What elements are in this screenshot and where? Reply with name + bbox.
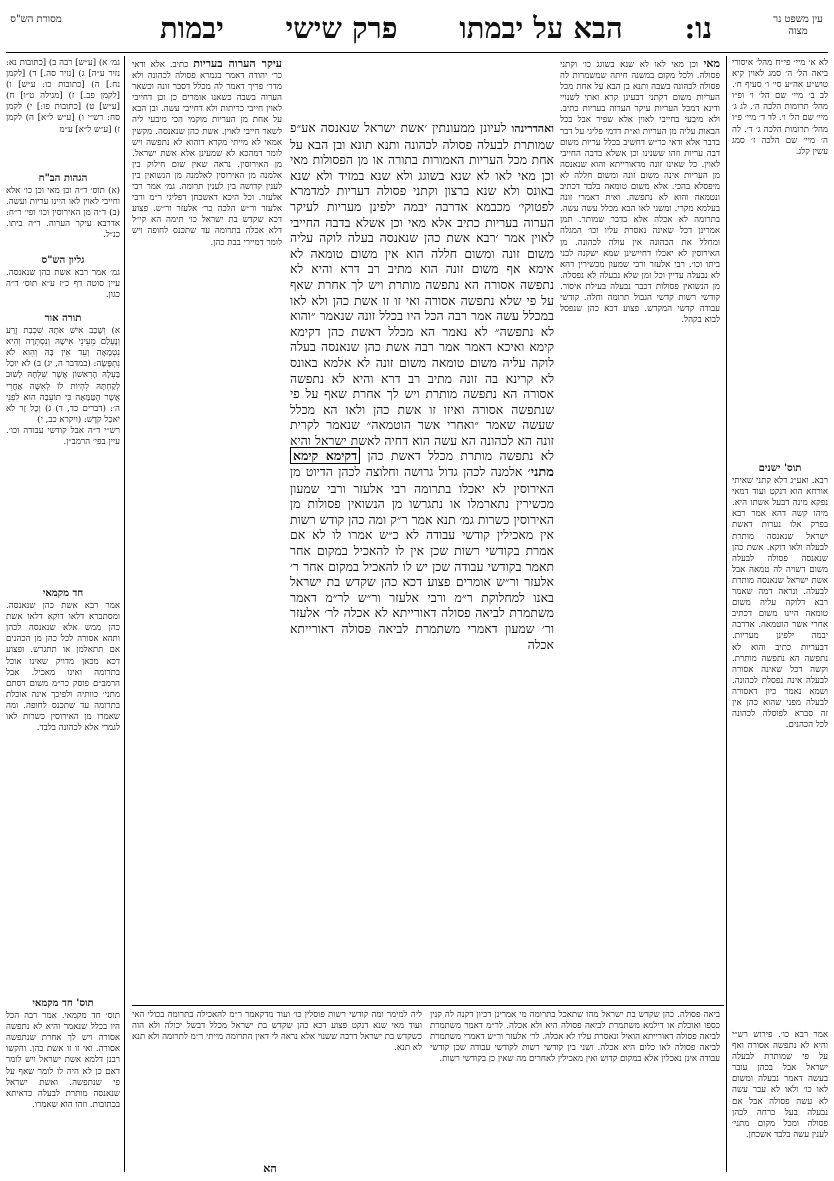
tosafot-lead: עיקר הערוה בעריות [193, 58, 282, 70]
rashi-lead: מאי [703, 58, 720, 70]
ein-mishpat-text: לא א׳ מיי׳ פי״ח מהל׳ איסורי ביאה הל׳ ה׳ סמג לאוין קיא טוש״ע אה״ע סי׳ ו׳ סעיף ח׳. לב ב׳ מיי׳ שם הל׳ ו׳ ופ״ו מהל׳ תרומות הלכה ה׳. לג ג׳ מיי׳ שם הל׳ ו׳. לד ד׳ מיי׳ פ״ו מהל׳ תרומות הלכה ג׳ ד׳. לה ה׳ מיי׳ שם הלכה ז׳ סמג עשין קלג. [732, 58, 828, 157]
boxed-phrase: דקימא קימא [290, 447, 360, 464]
hagahot-column [6, 170, 120, 250]
ein-mishpat-column [732, 58, 828, 453]
hagahot-text: (א) תוס׳ ד״ה וכן מאי וכן כו׳ אלא וחייבי לאוין לאו היינו עריות ועשה. (ב) ד״ה מן האירוסין וכו׳ ופי׳ ר״ח: אדרבא עיקר הערוה. ד״ה ביתו. כנ״ל. [6, 186, 120, 241]
torah-or-column [6, 310, 120, 580]
rashi-body: וכן מאי לאו לא שנא בשוגג כו׳ וקתני פסולה. ולכל מקום במשנה חיתה שמשמרות לה פסולה לכהונה בשבה ותנא בן הבא על אחת מכל העריות משום דקתני דבעינן קרא ואתי לשנויי ודינא דמכל העריות עיקר הערוה בעריות כתיב. ולא מיבעי בחייבי לאוין אלא שפיר אבל בכל הבאות עליה מן העריות וא״ת דדמי פליגי על דבר בדבר אלא ודאי כר״ש דחשיב בכלל עריות משום דבה עריות וזהו ששנינו וכן אשלא בדבה החייבי לאוין. כל שאינו זונה מדאורייתא והוא שנאנסה מן העריות אינה משום זונה ומשום חללה לא מיפסלא בהכי. אלא משום טומאה בלבד דכתיב ונטמאה והוא לא נתפשה. ואית דאמרי זונה בעלמא מקרי. ומשני לאו הבא מכלל עשה עשה. בתרומה לא אכלה אלא בדבר שמותר. תמן אמרינן דכל שאינה נאסרת עליו וכו׳ המגלה ומחלל את הכהונה אין עולה לכהונה. מן האירוסין לא יאכלו דחיישינן שמא ישקנה לבני ביתו וכו׳. רבי אלעזר ורבי שמעון מכשירין דהא לא נבעלה עדיין וכל זמן שלא נבעלה לא נפסלה. מן הנשואין פסולות דכבר נבעלה בעילת איסור. קודשי רשות קדשי הגבול תרומה וחלה. קודשי עבודה קדשי המקדש. פצוע דכא כהן שנפסל לבוא בקהל. [560, 60, 720, 326]
torah-or-text: א) וְשָׁכַב אִישׁ אֹתָהּ שִׁכְבַת זֶרַע וְנֶעְלַם מֵעֵינֵי אִישָׁהּ וְנִסְתְּרָה וְהִיא נִטְמָאָה וְעֵד אֵין בָּהּ וְהִוא לֹא נִתְפָּשָׂה: (במדבר ה, יג) ב) לֹא יוּכַל בַּעְלָהּ הָרִאשׁוֹן אֲשֶׁר שִׁלְּחָהּ לָשׁוּב לְקַחְתָּהּ לִהְיוֹת לוֹ לְאִשָּׁה אַחֲרֵי אֲשֶׁר הֻטַּמָּאָה כִּי תוֹעֵבָה הִוא לִפְנֵי ה׳: (דברים כד, ד) ג) וְכָל זָר לֹא יֹאכַל קֹדֶשׁ: (ויקרא כב, י) [6, 326, 120, 425]
chad-makamai-text: אמר רבא אשת כהן שנאנסה. ומסתברא דלאו דוקא דלאו אשת כהן ממש אלא שנאנסה לכהן ותהא אסורה לכל כהן מן הכהנים אם תתאלמן או תתגרש. ופצוע דכא מכאן מדויק שאינו אוכל בתרומה ואינו מאכיל. אבל הרמב״ם פוסק כר״מ משום דסתם מתני׳ כוותיה ולפיכך אינה אוכלת בתרומה עד שתכנס לחופה. ומה שאמרו מן האירוסין כשרות לאו לגמרי אלא לכהונה בלבד. [6, 601, 120, 734]
gemara-column [290, 120, 554, 1000]
masoret-column [6, 58, 120, 168]
tosafot-bottom-text: ליה למימר ומה קודשי רשות פוסלין כו׳ ועוד מדקאמר ר״מ להאכילה בתרומה בכולי האי ועוד מאי שנא דנקט פצוע דכא כהן שקדש בת ישראל מכלל דבשל יכולה ולא הוה כשקדש בת ישראל דרבה ששנוי אלא נראה לי דאין התרומה מייתי ר״מ לתרומה ולא תנא לא תנא. [132, 1010, 422, 1054]
chad-makamai-bottom-column [6, 995, 120, 1170]
tosafot-yeshanim-column [732, 460, 828, 1020]
rashi-bottom-column [430, 1010, 720, 1160]
chapter-name: הבא על יבמתו [459, 10, 623, 45]
tractate-name: יבמות [160, 10, 224, 45]
gemara-text [290, 120, 554, 652]
right-bottom-text: אמר רבא כו׳. פירוש רש״י והיא לא נתפשה אסורה ואף על פי שמותרת לבעלה ישראל אבל בכהן עובר בעשה דאמר נבעלה ומשום לאו כו׳ ולאו לא עבר עשה לא עשה פסולה אבל אם נבעלה בעל כרחה לכהן פסולה ומכל מקום מתני׳ לענין עשה בלבד אשכחן. [732, 1030, 828, 1140]
gemara-lead: ואהדרינהו [511, 122, 554, 135]
chad-makamai-bottom-text: תוס׳ חד מקמאי. אמר רבה הכל היו בכלל שנאמר והיא לא נתפשה אסורה ויש לך אחרת שנתפשה אסורה. ואי זו זו אשת כהן. והקשו רבנן דלמא אשת ישראל ויש לומר דאם כן לא היה לו לומר שאף על פי שנתפשה. ואשת ישראל שנאנסה מותרת לבעלה כדאיתא בכתובות. וזהו הוא שאמרו. [6, 1011, 120, 1110]
divider-right [726, 56, 727, 1172]
gilyon-heading: גליון הש"ס [41, 255, 85, 266]
rashi-column [560, 58, 720, 998]
torah-or-heading: תורה אור [44, 313, 82, 324]
running-title [156, 6, 716, 50]
ein-mishpat-label: עין משפט נר מצוה [773, 14, 823, 37]
masoret-text: גמ׳ א) [ע״ש] רבה ב) [כתובות נא: נזיר ע״ה] ג) [נזיר סה.] ד) [לקמן נח.] ה) [כתובות כו: ע״ש] ו) [לקמן פב.] ז) [מגילה ט״ו] ח) [ע״ש] ט) [כתובות פו:] י) לקמן סח: רש״י ו) [ע״ש ל״א] ה) לקמן ז) [ע״ש ל״א] ע״מ [6, 58, 120, 135]
gilyon-text: גמ׳ אמר רבא אשת כהן שנאנסה. עיין סוטה דף כ״ז ע״א תוס׳ ד״ה כגון. [6, 268, 120, 301]
mishna-body: אלמנה לכהן גדול גרושה וחלוצה לכהן הדיוט מן האירוסין לא יאכלו בתרומה רבי אלעזר ורבי שמעון מכשירין נתארמלו או נתגרשו מן הנשואין פסולות מן האירוסין כשרות גמ׳ תנא אמר ר״ק ומה כהן קודש רשות אין מאכילין קודשי עבודה לא כ״ש אמרו לו לא אם אמרת בקודשי רשות שכן אין לו להאכיל במקום אחר תאמר בקודשי עבודה שכן יש לו להאכיל במקום אחר ר׳ אלעזר ור״ש אומרים פצוע דכא כהן שקדש בת ישראל באנו למחלוקת ר״מ ורבי אלעזר ור״ש לר״מ דאמר משתמרת לביאה פסולה דאורייתא לא אכלה לר׳ אלעזר ור׳ שמעון דאמרי משתמרת לביאה פסולה דאורייתא אכלה [290, 464, 554, 652]
gemara-body: לעיונן ממעונתין ׳אשת ישראל שנאנסה אע״פ שמותרת לבעלה פסולה לכהונה ותנא תונא ובן הבא על אחת מכל העריות האמורות בתורה או מן הפסולות מאי וכן מאי לאו לא שנא בשוגג ולא שנא במזיד ולא שנא באונס ולא שנא ברצון וקתני פסולה דעריות למדמרא לפטוקי׳ מכבמא אדרבה יבמה ילפינן מעריות לעיקר הערוה בעריות כתיב אלא מאי וכן אשלא בדבה החייבי לאוין אמר ׳רבא אשת כהן שנאנסה בעלה לוקה עליה משום זונה ומשום חללה הוא אין משום טומאה לא אימא אף משום זונה הוא מתיב רב דרא והיא לא נתפשה אסורה הא נתפשה מותרת ויש לך אחרת שאף על פי שלא נתפשה אסורה ואי זו זו אשת כהן ולא לאו במכלל עשה אמר רבה הכל היו בכלל זונה שנאמר ״והוא לא נתפשה״ לא נאמר הא מכלל דאשת כהן דקימא קימא ואיכא דאמר אמר רבה אשת כהן שנאנסה בעלה לוקה עליה משום טומאה משום זונה לא אלמא באונס לא קרינא בה זונה מתיב רב דרא והיא לא נתפשה אסורה הא נתפשה מותרת ויש לך אחרת שאף על פי שנתפשה אסורה ואיזו זו אשת כהן ולאו הא מכלל שעשה שאמר ״ואחרי אשר הוטמאה״ שנאמר לקרית זונה הא לכהונה הא עשה הוא דחיה לאשת ישראל והיא לא נתפשה מותרת מכלל דאשת כהן [290, 120, 554, 464]
perek-label: פרק שישי [285, 10, 398, 45]
gilyon-column [6, 252, 120, 308]
bottom-band-rule [132, 1005, 724, 1006]
divider-left [124, 56, 125, 1172]
rashi-text [560, 58, 720, 326]
tosafot-body: כתיב. אלא ודאי כר׳ יהודה דאמר בגמרא פסולה לכהונה ולא מדר׳ פריך דאמר לה מכלל דסבר זונה וכשאר הערוה בשבה כשאנו אומרים כן וכן דחייבי לאוין חייבי כריתות ולא דחייבי עשה. ובן הבא על אחת מן העריות מוקמי הכי מיבעי ליה לשאר חייבי לאוין. אשת כהן שנאנסה. מקשין אמאי לא מייתי מקרא דוהוא לא נתפשה ויש לומר דמהכא לא שמעינן אלא אשת ישראל. מן האירוסין. נראה שאין שום חילוק בין אלמנה מן האירוסין לאלמנה מן הנשואין בין לענין קדושה בין לענין תרומה. גמ׳ אמר רבי אלעזר. וכל היכא דאשכחן דפליגי ר״מ ורבי אלעזר ור״ש הלכה כר׳ אלעזר ור״ש. פצוע דכא שקדש בת ישראל כו׳ תימה הא קי״ל דלא אכלה בתרומה עד שתכנס לחופה ויש לומר דמיירי בבת כהן. [132, 60, 282, 248]
tosafot-left-heading: תוס' חד מקמאי [32, 998, 94, 1009]
tosafot-bottom-column [132, 1010, 422, 1160]
catchword: הא [263, 1162, 277, 1175]
rashi-note-text: רש״י ד״ה אבל קודשי עבודה וכו׳. עיין בפי׳ הרמב״ן. [6, 425, 120, 448]
right-bottom-column [732, 1030, 828, 1170]
chad-makamai-column [6, 585, 120, 990]
hagahot-heading: הגהות הב"ח [38, 173, 88, 184]
masoret-label: מסורת הש"ס [10, 14, 62, 25]
tosafot-column [132, 58, 282, 998]
page-header [6, 6, 828, 50]
header-rule [6, 52, 828, 53]
mishna-lead: מתני׳ [527, 465, 554, 481]
tosafot-yeshanim-heading: תוס' ישנים [758, 463, 802, 474]
tosafot-text [132, 58, 282, 249]
rashi-bottom-text: ביאה פסולה. כהן שקדש בת ישראל מהו שתאכל בתרומה מי אמרינן דכיון דקנה לה קנין כספו ואוכלת או דילמא משתמרת לביאה פסולה היא ולא אכלה. לר״מ דאמר משתמרת לביאה פסולה דאורייתא הואיל ונאסרת עליו לא אכלה. לר׳ אלעזר ור״ש דאמרי משתמרת לביאה פסולה לאו כלום היא אכלה. ושני בין קודשי רשות לקודשי עבודה שכן קודשי עבודה אינן נאכלין אלא במקום קדוש ואין מאכילין לאחרים מה שאין כן בקודשי רשות. [430, 1010, 720, 1065]
tosafot-yeshanim-text: רבא. ואע״ג דלא קתני שאיתי אורחא הוא דנקט ועוד דמאי נפקא מינה דבעל אשתו היא. מיהו קשה דהא אמר רבא בפרק אלו נערות דאשת ישראל שנאנסה מותרת לבעלה ולאו דוקא. אשת כהן שנאנסה פסולה לבעלה משום דשויה לה טמאה אבל אשת ישראל שנאנסה מותרת לבעלה. ונראה דמה שאמר רבא דלוקה עליה משום טומאה היינו משום דכתיב אחרי אשר הוטמאה. אדרבה יבמה ילפינן מעריות. דבעריות כתיב והוא לא נתפשה הא נתפשה מותרת. וקשה דכל שאינה אסורה לבעלה אינה נפסלת לכהונה. ושמא נאמר כיון דאסורה לבעלה מפני שהוא כהן אין זה סברא לפוסלה לכהונה לכל הכהנים. [732, 476, 828, 731]
daf-number: נו: [684, 10, 712, 45]
chad-makamai-heading: חד מקמאי [42, 588, 84, 599]
